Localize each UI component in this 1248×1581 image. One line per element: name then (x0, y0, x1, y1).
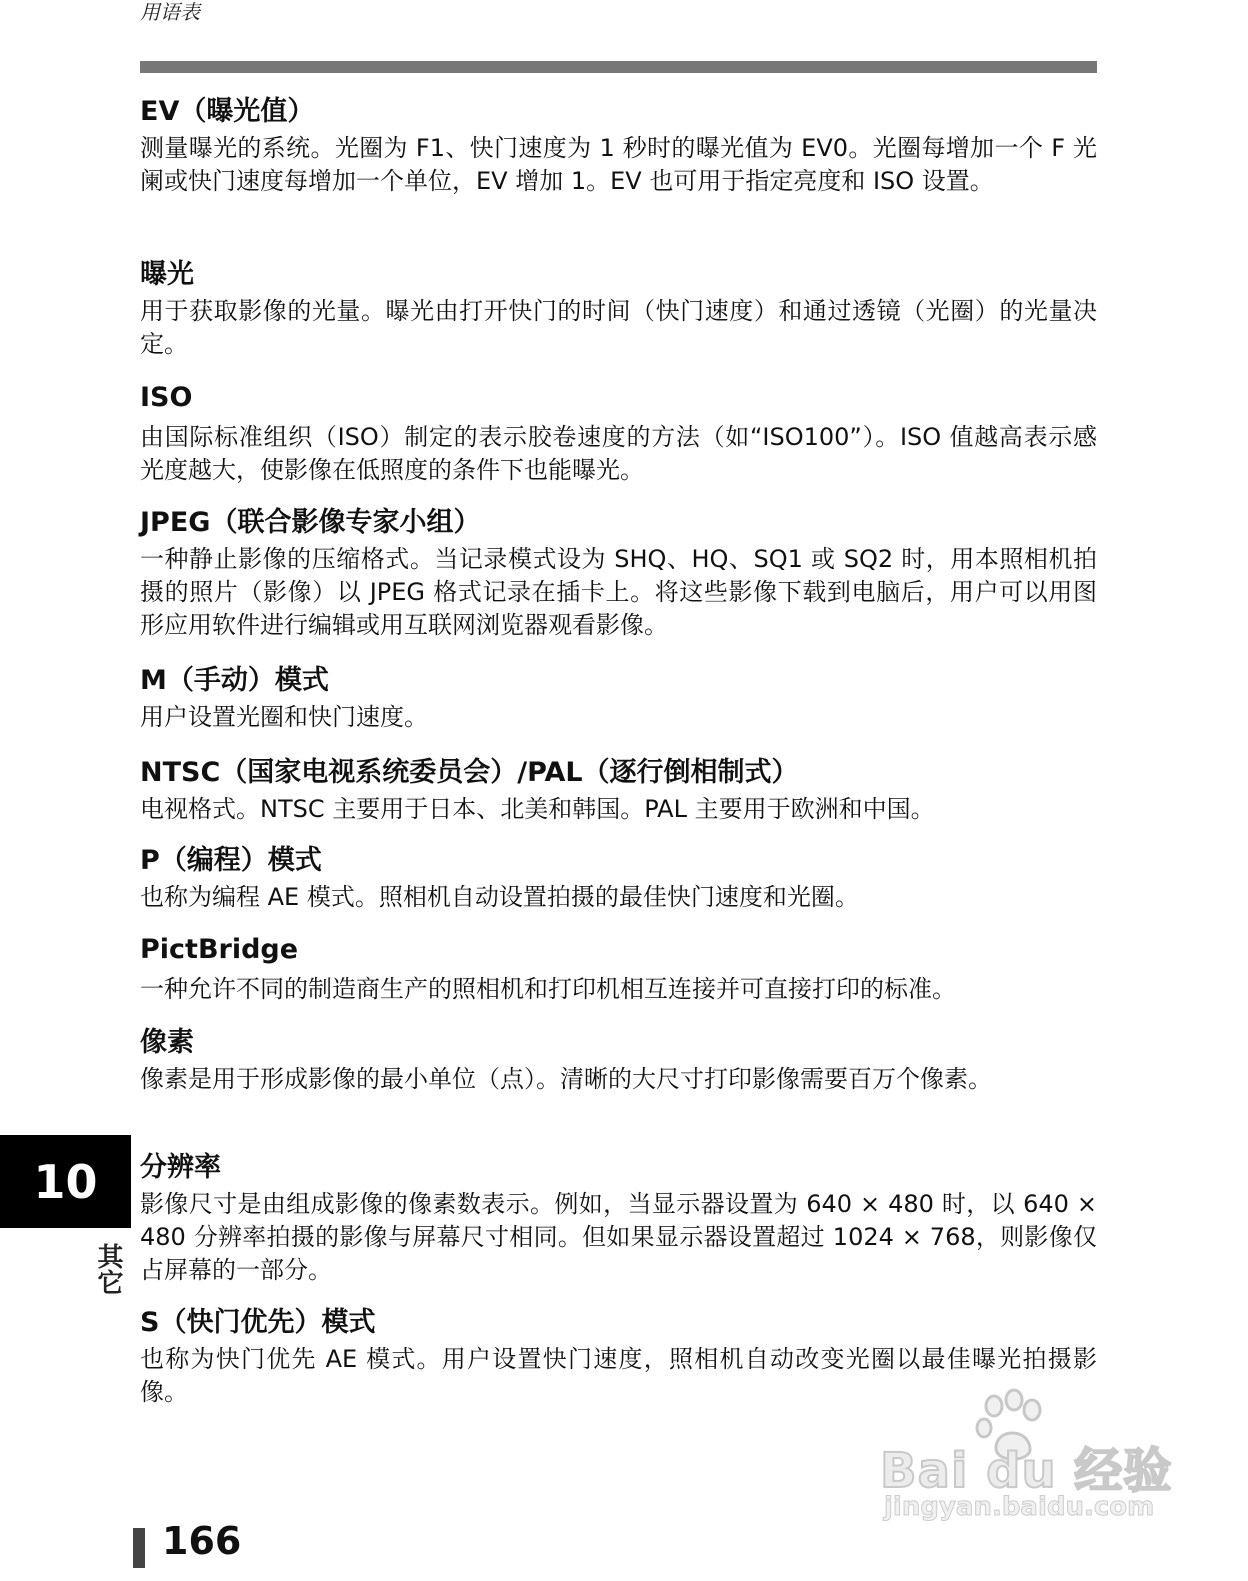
glossary-list (140, 92, 1097, 1409)
glossary-term: P（编程）模式 (140, 845, 322, 876)
chapter-tab (0, 1135, 131, 1228)
watermark-brand: Bai du 经验 (880, 1443, 1173, 1499)
glossary-term: NTSC（国家电视系统委员会）/PAL（逐行倒相制式） (140, 757, 799, 788)
glossary-entry-iso (140, 375, 1097, 503)
header-rule (140, 61, 1097, 73)
chapter-label: 其它 (93, 1243, 123, 1295)
glossary-entry-ev (140, 92, 1097, 255)
watermark-url: jingyan.baidu.com (884, 1492, 1155, 1522)
glossary-entry-exposure (140, 255, 1097, 375)
glossary-entry-pictbridge (140, 927, 1097, 1023)
glossary-definition: 由国际标准组织（ISO）制定的表示胶卷速度的方法（如“ISO100”）。ISO 值越高表示感光度越大，使影像在低照度的条件下也能曝光。 (140, 423, 1097, 484)
glossary-definition: 测量曝光的系统。光圈为 F1、快门速度为 1 秒时的曝光值为 EV0。光圈每增加一个 F 光阑或快门速度每增加一个单位，EV 增加 1。EV 也可用于指定亮度和 ISO 设置。 (140, 134, 1097, 195)
glossary-entry-resolution (140, 1148, 1097, 1303)
glossary-definition: 用于获取影像的光量。曝光由打开快门的时间（快门速度）和通过透镜（光圈）的光量决定。 (140, 297, 1097, 358)
glossary-term: 分辨率 (140, 1152, 221, 1183)
glossary-term: M（手动）模式 (140, 665, 329, 696)
glossary-term: EV（曝光值） (140, 96, 315, 127)
page-number-bar (133, 1528, 145, 1568)
glossary-term: PictBridge (140, 934, 299, 965)
glossary-term: 曝光 (140, 259, 194, 290)
glossary-definition: 也称为编程 AE 模式。照相机自动设置拍摄的最佳快门速度和光圈。 (140, 883, 859, 911)
section-header-label: 用语表 (140, 0, 200, 24)
glossary-term: S（快门优先）模式 (140, 1307, 376, 1338)
glossary-term: ISO (140, 382, 193, 413)
glossary-term: JPEG（联合影像专家小组） (140, 507, 481, 538)
glossary-term: 像素 (140, 1027, 194, 1058)
glossary-entry-program-mode (140, 841, 1097, 927)
glossary-definition: 用户设置光圈和快门速度。 (140, 703, 428, 731)
glossary-definition: 一种静止影像的压缩格式。当记录模式设为 SHQ、HQ、SQ1 或 SQ2 时，用本照相机拍摄的照片（影像）以 JPEG 格式记录在插卡上。将这些影像下载到电脑后，用户可以用图形应用软件进行编辑或用互联网浏览器观看影像。 (140, 545, 1097, 639)
glossary-entry-ntsc-pal (140, 753, 1097, 841)
glossary-definition: 电视格式。NTSC 主要用于日本、北美和韩国。PAL 主要用于欧洲和中国。 (140, 795, 935, 823)
glossary-entry-pixel (140, 1023, 1097, 1148)
glossary-entry-manual-mode (140, 661, 1097, 753)
glossary-definition: 影像尺寸是由组成影像的像素数表示。例如，当显示器设置为 640 × 480 时，以 640 × 480 分辨率拍摄的影像与屏幕尺寸相同。但如果显示器设置超过 1024 × 768，则影像仅占屏幕的一部分。 (140, 1190, 1097, 1284)
chapter-number: 10 (33, 1154, 98, 1209)
glossary-definition: 也称为快门优先 AE 模式。用户设置快门速度，照相机自动改变光圈以最佳曝光拍摄影像。 (140, 1345, 1097, 1406)
glossary-definition: 像素是用于形成影像的最小单位（点）。清晰的大尺寸打印影像需要百万个像素。 (140, 1065, 992, 1093)
glossary-definition: 一种允许不同的制造商生产的照相机和打印机相互连接并可直接打印的标准。 (140, 975, 956, 1003)
glossary-entry-jpeg (140, 503, 1097, 661)
baidu-watermark (880, 1380, 1173, 1530)
page-number: 166 (162, 1519, 242, 1563)
